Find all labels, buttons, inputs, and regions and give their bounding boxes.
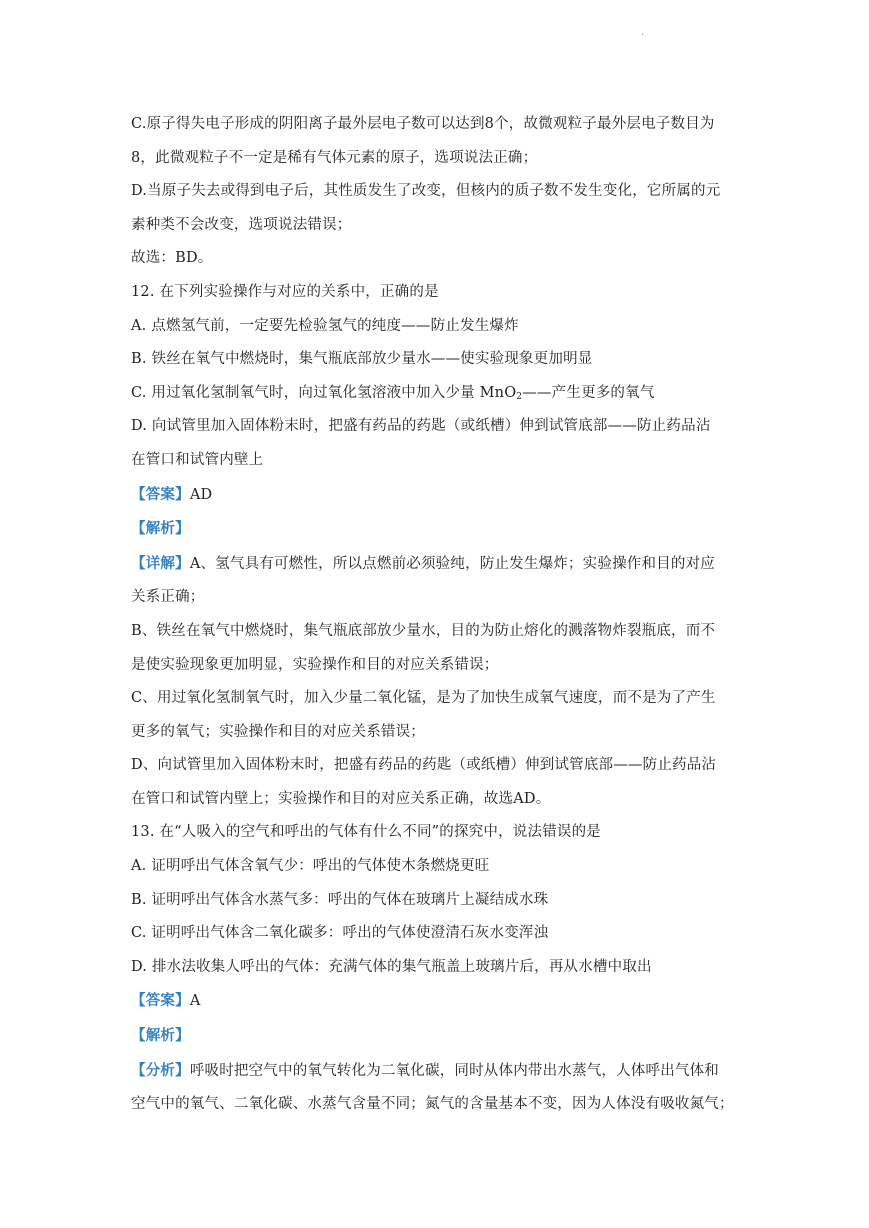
subscript-2: 2 <box>516 391 523 402</box>
explanation-tag: 【分析】 <box>131 1061 190 1079</box>
option-c: C. 证明呼出气体含二氧化碳多：呼出的气体使澄清石灰水变浑浊 <box>131 925 549 942</box>
question-13: 13. 在“人吸入的空气和呼出的气体有什么不同”的探究中，说法错误的是 <box>131 824 601 841</box>
answer-tag: 【答案】 <box>131 485 190 503</box>
text-line: 在管口和试管内壁上 <box>131 451 264 468</box>
text-line: 8，此微观粒子不一定是稀有气体元素的原子，选项说法正确； <box>131 149 538 166</box>
option-b: B. 证明呼出气体含水蒸气多：呼出的气体在玻璃片上凝结成水珠 <box>131 891 549 908</box>
text-line: 关系正确； <box>131 589 205 606</box>
text-line: 更多的氧气；实验操作和目的对应关系错误； <box>131 723 425 740</box>
text-line: 在管口和试管内壁上；实验操作和目的对应关系正确，故选AD。 <box>131 790 551 807</box>
analysis-line <box>131 1019 741 1054</box>
header-dot: · <box>641 30 645 41</box>
text-line: 素种类不会改变，选项说法错误； <box>131 216 352 233</box>
option-d: D. 排水法收集人呼出的气体：充满气体的集气瓶盖上玻璃片后，再从水槽中取出 <box>131 958 652 975</box>
analysis-tag: 【解析】 <box>131 520 190 538</box>
answer-line: 【答案】AD <box>131 485 213 503</box>
text-line: 故选：BD。 <box>131 250 213 267</box>
answer-tag: 【答案】 <box>131 992 190 1010</box>
detail-line: 【详解】A、氢气具有可燃性，所以点燃前必须验纯，防止发生爆炸；实验操作和目的对应 <box>131 554 715 572</box>
option-d: D. 向试管里加入固体粉末时，把盛有药品的药匙（或纸槽）伸到试管底部——防止药品沾 <box>131 418 711 435</box>
text-line: D、向试管里加入固体粉末时，把盛有药品的药匙（或纸槽）伸到试管底部——防止药品沾 <box>131 757 717 774</box>
answer-line: 【答案】A <box>131 992 201 1010</box>
text-line: 是使实验现象更加明显，实验操作和目的对应关系错误； <box>131 656 499 673</box>
analysis-line <box>131 512 741 547</box>
question-12: 12. 在下列实验操作与对应的关系中，正确的是 <box>131 283 439 300</box>
option-c: C. 用过氧化氢制氧气时，向过氧化氢溶液中加入少量 MnO$_2$——产生更多的氧气 <box>131 384 655 402</box>
text-line: C.原子得失电子形成的阴阳离子最外层电子数可以达到8个，故微观粒子最外层电子数目为 <box>131 116 715 132</box>
text-line: D.当原子失去或得到电子后，其性质发生了改变，但核内的质子数不发生变化，它所属的元 <box>131 183 721 200</box>
text-line: B、铁丝在氧气中燃烧时，集气瓶底部放少量水，目的为防止熔化的溅落物炸裂瓶底，而不 <box>131 622 716 639</box>
option-a: A. 点燃氢气前，一定要先检验氢气的纯度——防止发生爆炸 <box>131 317 519 334</box>
document-body <box>131 108 741 1122</box>
detail-tag: 【详解】 <box>131 554 190 572</box>
explanation-line: 【分析】呼吸时把空气中的氧气转化为二氧化碳，同时从体内带出水蒸气，人体呼出气体和 <box>131 1061 720 1079</box>
text-line: C、用过氧化氢制氧气时，加入少量二氧化锰，是为了加快生成氧气速度，而不是为了产生 <box>131 690 716 707</box>
analysis-tag: 【解析】 <box>131 1027 190 1045</box>
option-b: B. 铁丝在氧气中燃烧时，集气瓶底部放少量水——使实验现象更加明显 <box>131 351 593 368</box>
option-a: A. 证明呼出气体含氧气少：呼出的气体使木条燃烧更旺 <box>131 858 490 875</box>
text-line: 空气中的氧气、二氧化碳、水蒸气含量不同；氮气的含量基本不变，因为人体没有吸收氮气； <box>131 1096 734 1113</box>
